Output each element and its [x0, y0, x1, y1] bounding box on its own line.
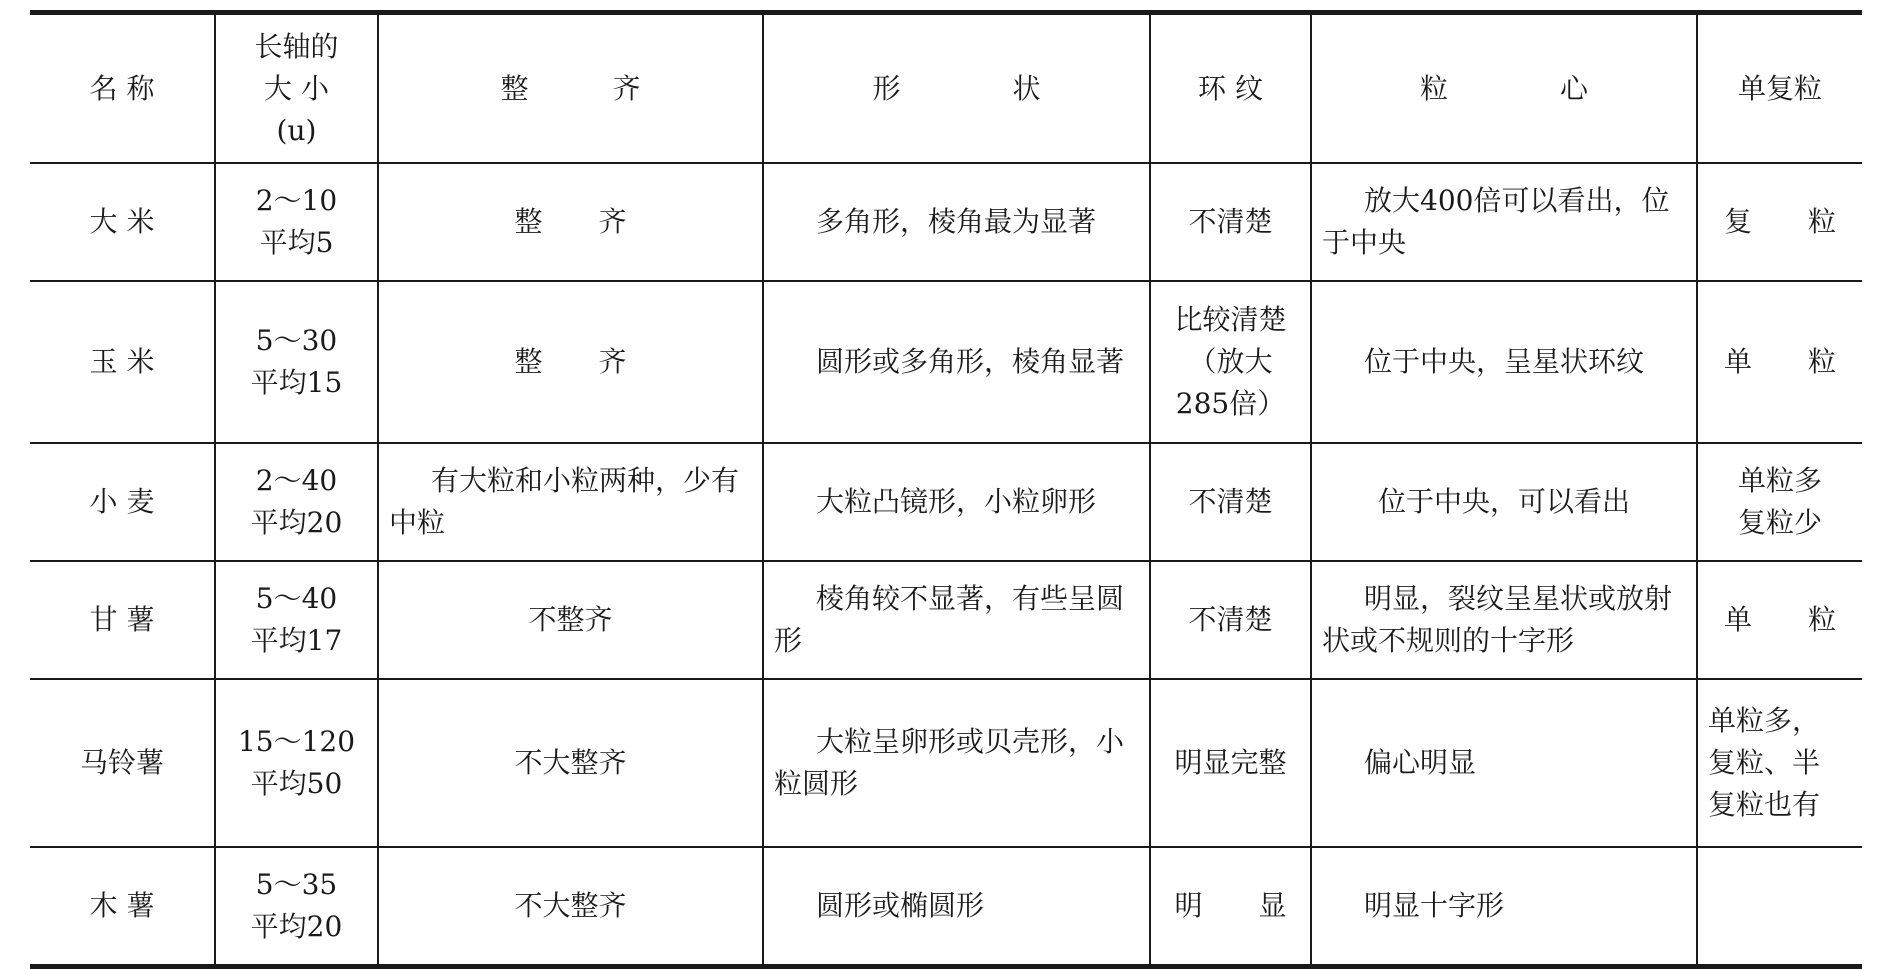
cell-hilum: 明显，裂纹呈星状或放射状或不规则的十字形 — [1311, 561, 1697, 679]
cell-name: 大 米 — [30, 163, 215, 281]
table-row — [30, 163, 1862, 281]
cell-shape: 多角形，棱角最为显著 — [763, 163, 1150, 281]
cell-ring: 明显完整 — [1150, 679, 1311, 847]
cell-type: 复 粒 — [1697, 163, 1862, 281]
cell-type: 单 粒 — [1697, 561, 1862, 679]
data-table — [30, 15, 1862, 964]
cell-name: 甘 薯 — [30, 561, 215, 679]
cell-ring: 不清楚 — [1150, 163, 1311, 281]
cell-neat: 有大粒和小粒两种，少有中粒 — [378, 443, 763, 561]
table-row — [30, 443, 1862, 561]
starch-granule-table — [30, 10, 1862, 969]
cell-hilum: 偏心明显 — [1311, 679, 1697, 847]
cell-ring: 比较清楚 （放大 285倍） — [1150, 281, 1311, 443]
header-neat: 整 齐 — [378, 15, 763, 163]
table-row — [30, 847, 1862, 964]
cell-shape: 圆形或多角形，棱角显著 — [763, 281, 1150, 443]
cell-type: 单粒多 复粒少 — [1697, 443, 1862, 561]
cell-type: 单粒多， 复粒、半 复粒也有 — [1697, 679, 1862, 847]
cell-type — [1697, 847, 1862, 964]
cell-ring: 不清楚 — [1150, 561, 1311, 679]
cell-hilum: 位于中央，可以看出 — [1311, 443, 1697, 561]
header-row — [30, 15, 1862, 163]
cell-ring: 不清楚 — [1150, 443, 1311, 561]
cell-name: 木 薯 — [30, 847, 215, 964]
cell-neat: 不大整齐 — [378, 847, 763, 964]
cell-neat: 整 齐 — [378, 281, 763, 443]
cell-hilum: 放大400倍可以看出，位于中央 — [1311, 163, 1697, 281]
cell-ring: 明 显 — [1150, 847, 1311, 964]
cell-size: 2～40 平均20 — [215, 443, 378, 561]
header-ring: 环 纹 — [1150, 15, 1311, 163]
bottom-rule — [30, 964, 1862, 969]
cell-hilum: 位于中央，呈星状环纹 — [1311, 281, 1697, 443]
cell-shape: 大粒凸镜形，小粒卵形 — [763, 443, 1150, 561]
cell-name: 玉 米 — [30, 281, 215, 443]
header-hilum: 粒 心 — [1311, 15, 1697, 163]
cell-size: 2～10 平均5 — [215, 163, 378, 281]
cell-shape: 圆形或椭圆形 — [763, 847, 1150, 964]
cell-name: 小 麦 — [30, 443, 215, 561]
cell-shape: 棱角较不显著，有些呈圆形 — [763, 561, 1150, 679]
cell-size: 5～35 平均20 — [215, 847, 378, 964]
cell-type: 单 粒 — [1697, 281, 1862, 443]
cell-name: 马铃薯 — [30, 679, 215, 847]
header-name: 名 称 — [30, 15, 215, 163]
table-row — [30, 679, 1862, 847]
cell-size: 5～40 平均17 — [215, 561, 378, 679]
table-row — [30, 561, 1862, 679]
table-row — [30, 281, 1862, 443]
cell-neat: 整 齐 — [378, 163, 763, 281]
header-shape: 形 状 — [763, 15, 1150, 163]
header-type: 单复粒 — [1697, 15, 1862, 163]
cell-shape: 大粒呈卵形或贝壳形，小粒圆形 — [763, 679, 1150, 847]
cell-hilum: 明显十字形 — [1311, 847, 1697, 964]
cell-neat: 不大整齐 — [378, 679, 763, 847]
cell-neat: 不整齐 — [378, 561, 763, 679]
cell-size: 5～30 平均15 — [215, 281, 378, 443]
header-size: 长轴的 大 小 (u) — [215, 15, 378, 163]
cell-size: 15～120 平均50 — [215, 679, 378, 847]
